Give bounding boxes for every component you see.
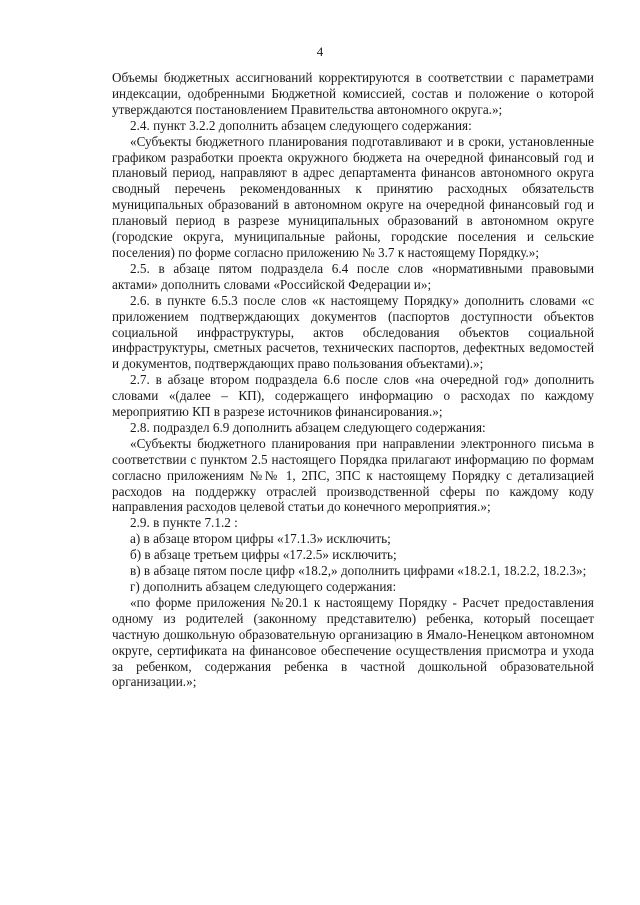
paragraph-item-2-8-text: «Субъекты бюджетного планирования при направлении электронного письма в соответствии с пунктом 2.5 настоящего Порядка прилагают информацию по формам согласно приложениям №№ 1, 2ПС, 3ПС к настоящему Порядку с детализацией расходов на поддержку отраслей производственной сферы по каждому коду направления расходов целевой статьи до конечного мероприятия.»; (112, 435, 594, 515)
paragraph-item-2-9-v: в) в абзаце пятом после цифр «18.2,» дополнить цифрами «18.2.1, 18.2.2, 18.2.3»; (130, 563, 587, 579)
paragraph-item-2-7: 2.7. в абзаце втором подраздела 6.6 после слов «на очередной год» дополнить словами «(далее – КП), содержащего информацию о расходах по каждому мероприятию КП в разрезе источников финансирования.»; (112, 372, 594, 420)
paragraph-item-2-6: 2.6. в пункте 6.5.3 после слов «к настоящему Порядку» дополнить словами «с приложением подтверждающих документов (паспортов доступности объектов социальной инфраструктуры, актов обследования объектов социальной инфраструктуры, сметных расчетов, технических паспортов, дефектных ведомостей и документов, подтверждающих право пользования объектами).»; (112, 292, 594, 372)
paragraph-item-2-9: 2.9. в пункте 7.1.2 : (130, 515, 238, 531)
paragraph-item-2-5: 2.5. в абзаце пятом подраздела 6.4 после слов «нормативными правовыми актами» дополнить словами «Российской Федерации и»; (112, 260, 594, 292)
paragraph-item-2-9-g-text: «по форме приложения №20.1 к настоящему Порядку - Расчет предоставления одному из родителей (законному представителю) ребенка, который посещает частную дошкольную образовательную организацию в Ямало-Ненецком автономном округе, сертификата на финансовое обеспечение осуществления присмотра и ухода за ребенком, содержания ребенка в частной дошкольной образовательной организации.»; (112, 594, 594, 690)
paragraph-budget-allocations: Объемы бюджетных ассигнований корректируются в соответствии с параметрами индексации, одобренными Бюджетной комиссией, состав и положение о которой утверждаются постановлением Правительства автономного округа.»; (112, 70, 594, 117)
document-body (112, 70, 594, 690)
page-number: 4 (316, 44, 324, 59)
paragraph-item-2-9-a: а) в абзаце втором цифры «17.1.3» исключить; (130, 531, 391, 547)
paragraph-item-2-4-text: «Субъекты бюджетного планирования подготавливают и в сроки, установленные графиком разработки проекта окружного бюджета на очередной финансовый год и плановый период, направляют в адрес департамента финансов автономного округа сводный перечень рекомендованных к принятию расходных обязательств муниципальных образований в автономном округе на очередной финансовый год и плановый период в разрезе муниципальных образований в автономном округе (городские округа, муниципальные районы, городские поселения и сельские поселения) по форме согласно приложению № 3.7 к настоящему Порядку.»; (112, 133, 594, 260)
paragraph-item-2-9-g: г) дополнить абзацем следующего содержания: (130, 579, 397, 594)
paragraph-item-2-9-b: б) в абзаце третьем цифры «17.2.5» исключить; (130, 547, 397, 563)
paragraph-item-2-4: 2.4. пункт 3.2.2 дополнить абзацем следующего содержания: (130, 117, 472, 133)
paragraph-item-2-8: 2.8. подраздел 6.9 дополнить абзацем следующего содержания: (130, 419, 486, 435)
